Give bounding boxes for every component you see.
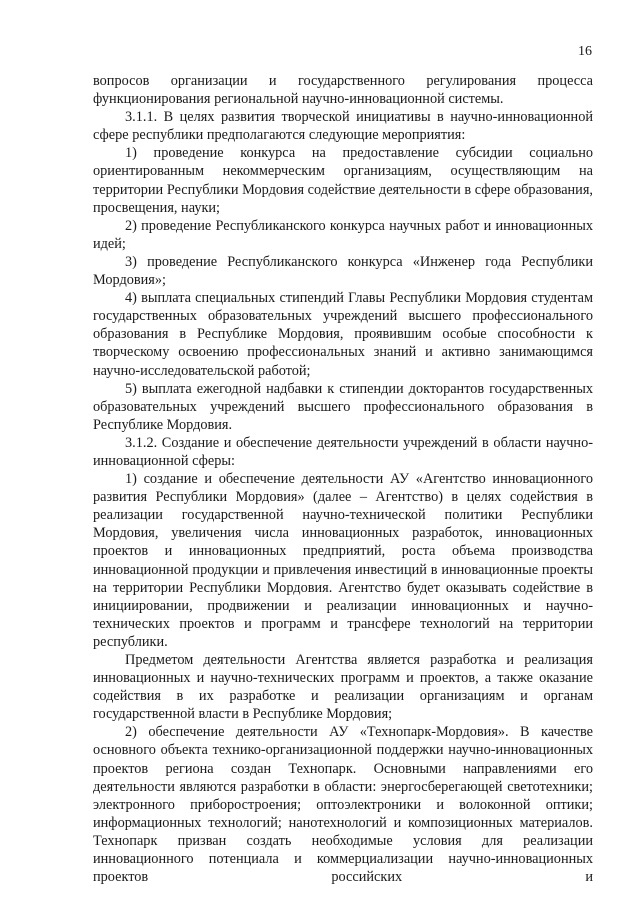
list-item-4: 4) выплата специальных стипендий Главы Республики Мордовия студентам государственных образовательных учреждений высшего профессионального образования в Республике Мордовия, проявившим особые способности к творческому освоению профессиональных знаний и активно занимающимся научно-исследовательской работой; <box>93 290 593 379</box>
list-item-3: 3) проведение Республиканского конкурса «Инженер года Республики Мордовия»; <box>93 253 593 289</box>
list-item-technopark: 2) обеспечение деятельности АУ «Технопарк-Мордовия». В качестве основного объекта технико-организационной поддержки научно-инновационных проектов региона создан Технопарк. Основными направлениями его деятельности являются разработки в области: энергосберегающей светотехники; электронного приборостроения; оптоэлектроники и волоконной оптики; информационных технологий; нанотехнологий и композиционных материалов. Технопарк призван создать необходимые условия для реализации инновационного потенциала и коммерциализации научно-инновационных проектов российских и <box>93 724 593 886</box>
paragraph-section-3-1-2: 3.1.2. Создание и обеспечение деятельности учреждений в области научно-инновационной сферы: <box>93 434 593 469</box>
list-item-agency: 1) создание и обеспечение деятельности АУ «Агентство инновационного развития Республики Мордовия» (далее – Агентство) в целях содействия в реализации государственной научно-технической политики Республики Мордовия, увеличения числа инновационных разработок, инновационных проектов и инновационных предприятий, роста объема производства инновационной продукции и привлечения инвестиций в инновационные проекты на территории Республики Мордовия. Агентство будет оказывать содействие в инициировании, продвижении и реализации инновационных и научно-технических проектов и программ и трансфере технологий на территории республики. <box>93 471 593 650</box>
document-body <box>93 72 593 886</box>
paragraph-section-3-1-1: 3.1.1. В целях развития творческой инициативы в научно-инновационной сфере республики предполагаются следующие мероприятия: <box>93 109 593 144</box>
list-item-2: 2) проведение Республиканского конкурса научных работ и инновационных идей; <box>93 217 593 252</box>
page-number: 16 <box>578 44 592 59</box>
paragraph-agency-subject: Предметом деятельности Агентства является разработка и реализация инновационных и научно-технических программ и проектов, а также оказание содействия в их разработке и реализации организациям и органам государственной власти в Республике Мордовия; <box>93 652 593 723</box>
paragraph-intro-continuation: вопросов организации и государственного регулирования процесса функционирования региональной научно-инновационной системы. <box>93 73 593 108</box>
list-item-5: 5) выплата ежегодной надбавки к стипендии докторантов государственных образовательных учреждений высшего профессионального образования в Республике Мордовия. <box>93 380 593 433</box>
list-item-1: 1) проведение конкурса на предоставление субсидии социально ориентированным некоммерческим организациям, осуществляющим на территории Республики Мордовия содействие деятельности в сфере образования, просвещения, науки; <box>93 145 593 216</box>
